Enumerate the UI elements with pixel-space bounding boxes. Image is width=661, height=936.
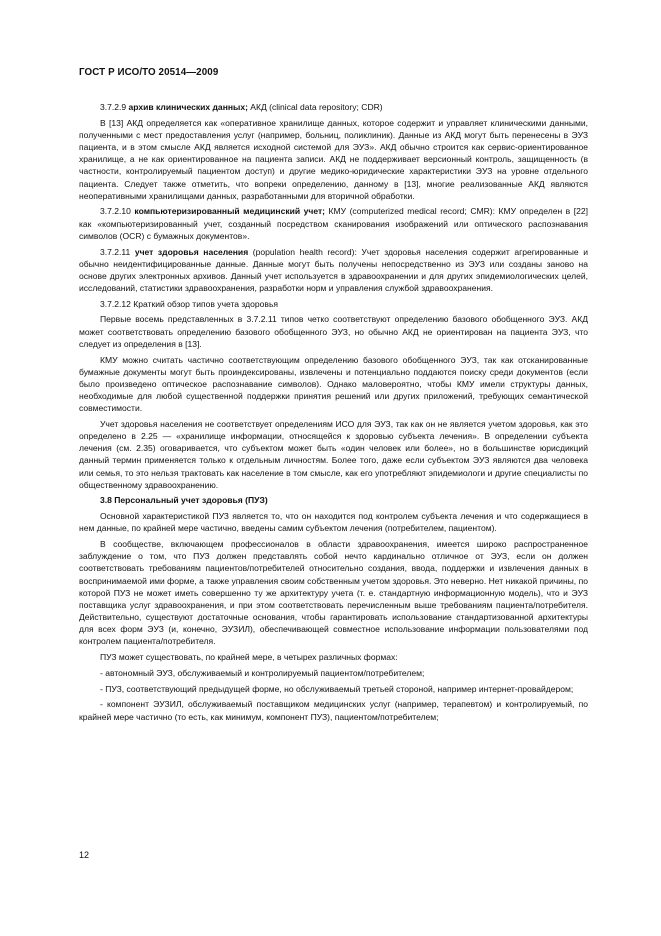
section-3-8-heading: 3.8 Персональный учет здоровья (ПУЗ)	[100, 495, 268, 506]
page-number: 12	[79, 850, 90, 860]
paragraph: Учет здоровья населения не соответствует определениям ИСО для ЭУЗ, так как он не является учетом здоровья, как это определено в 2.25 — «хранилище информации, относящейся к здоровью субъекта лечения». В определении субъекта лечения (см. 2.35) оговаривается, что субъектом может быть «один человек или более», но в большинстве юрисдикций данный термин применяется только к отдельным личностям. Более того, даже если субъектом ЭУЗ являются два человека или семья, то это нельзя трактовать как население в том смысле, как его употребляют эпидемиологи и другие специалисты по общественному здравоохранению.	[79, 418, 588, 490]
section-number: 3.7.2.9	[100, 102, 127, 112]
term: архив клинических данных;	[128, 102, 248, 112]
paragraph: Первые восемь представленных в 3.7.2.11 типов четко соответствуют определению базового обобщенного ЭУЗ. АКД может соответствовать определению базового обобщенного ЭУЗ, но обычно АКД не ориентирован на пациента ЭУЗ, что следует из определения в [13].	[79, 314, 588, 349]
section-3-7-2-12-title: 3.7.2.12 Краткий обзор типов учета здоровья	[100, 298, 279, 309]
document-body	[79, 101, 588, 726]
term-definition: (population health record): Учет здоровья населения содержит агрегированные и обычно неидентифицированные данные. Данные могут быть получены непосредственно из ЭУЗ или созданы заново на основе других электронных архивов. Данный учет используется в здравоохранении и для других эпидемиологических целей, исследований, статистики здравоохранения, разработки норм и управления службой здравоохранения.	[79, 246, 588, 293]
list-item: - ПУЗ, соответствующий предыдущей форме, но обслуживаемый третьей стороной, например интернет-провайдером;	[100, 683, 574, 694]
term: компьютеризированный медицинский учет;	[134, 206, 326, 217]
section-number: 3.7.2.10	[100, 206, 131, 217]
section-3-7-2-9-title	[79, 101, 588, 113]
list-item: - компонент ЭУЗИЛ, обслуживаемый поставщиком медицинских услуг (например, терапевтом) и контролируемый, по крайней мере частично (то есть, как минимум, компонент ПУЗ), пациентом/потребителем;	[79, 699, 588, 722]
section-3-7-2-11	[79, 246, 588, 295]
term: учет здоровья населения	[134, 246, 249, 257]
paragraph: ПУЗ может существовать, по крайней мере, в четырех различных формах:	[100, 652, 398, 663]
section-number: 3.7.2.11	[100, 246, 131, 257]
list-item: - автономный ЭУЗ, обслуживаемый и контролируемый пациентом/потребителем;	[100, 667, 425, 678]
paragraph: В сообществе, включающем профессионалов в области здравоохранения, имеется широко распространенное заблуждение о том, что ПУЗ должен представлять собой нечто кардинально отличное от ЭУЗ, если он должен соответствовать требованиям пациентов/потребителей относительно создания, ввода, поддержки и извлечения данных в воспринимаемой ими форме, а также управления своим собственным учетом здоровья. Это неверно. Нет никакой причины, по которой ПУЗ не может иметь совершенно ту же архитектуру учета (т. е. стандартную информационную модель), что и ЭУЗ поставщика услуг здравоохранения, и при этом соответствовать перечисленным выше требованиям пациента/потребителя. Действительно, существуют достаточные основания, чтобы гарантировать использование стандартизованной архитектуры для всех форм ЭУЗ (и, конечно, ЭУЗИЛ), обеспечивающей совместное использование информации пользователями под контролем пациента/потребителя.	[79, 539, 588, 647]
paragraph: В [13] АКД определяется как «оперативное хранилище данных, которое содержит и управляет клиническими данными, полученными с мест предоставления услуг (например, больниц, поликлиник). Данные из АКД могут быть перенесены в ЭУЗ пациента, и в этом смысле АКД является исходной системой для ЭУЗ». АКД обычно строится как сервис-ориентированное хранилище, а не как ориентированное на пациента записи. АКД не поддерживает версионный контроль, защищенность (в частности, контролируемый пациентом доступ) и другие медико-юридические характеристики ЭУЗ на уровне отдельного пациента. Следует также отметить, что вопреки определению, данному в [13], многие реализованные АКД являются неоперативными хранилищами данных, разработанными для вторичной обработки.	[79, 117, 588, 201]
paragraph: КМУ можно считать частично соответствующим определению базового обобщенного ЭУЗ, так как отсканированные бумажные документы могут быть проиндексированы, извлечены и потенциально поддаются поиску среди документов (если было произведено оптическое распознавание символов). Однако маловероятно, чтобы КМУ имели структуры данных, необходимые для любой существенной поддержки принятия решений или других приложений, требующих семантической совместимости.	[79, 354, 588, 414]
section-3-7-2-10	[79, 205, 588, 241]
paragraph: Основной характеристикой ПУЗ является то, что он находится под контролем субъекта лечения и что содержащиеся в нем данные, по крайней мере частично, введены самим субъектом лечения (потребителем, пациентом).	[79, 511, 588, 534]
term-definition: АКД (clinical data repository; CDR)	[247, 102, 383, 112]
term-definition: КМУ (computerized medical record; CMR): КМУ определен в [22] как «компьютеризированный учет, созданный посредством сканирования изображений или оптического распознавания символов (OCR) с бумажных документов».	[79, 206, 588, 241]
document-header: ГОСТ Р ИСО/ТО 20514—2009	[79, 67, 219, 78]
